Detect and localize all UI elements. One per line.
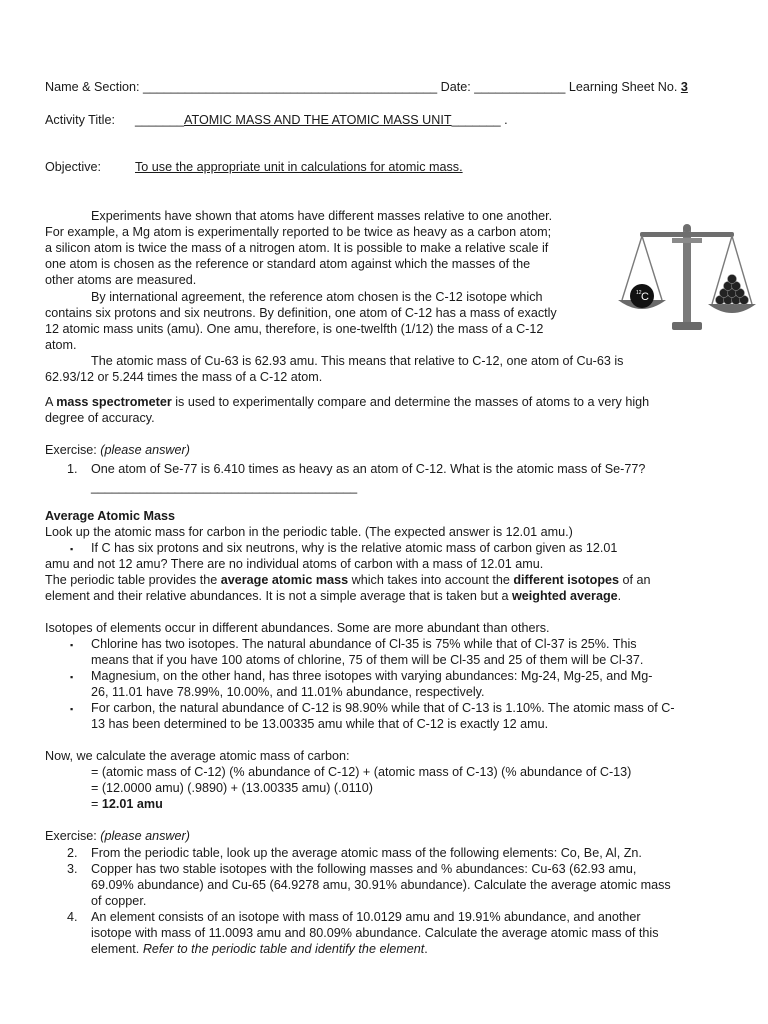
carbon-label: C [641, 291, 649, 303]
q4-line: An element consists of an isotope with mass of 10.0129 amu and 19.91% abundance, and another [91, 910, 641, 924]
intro-p1-line: one atom is chosen as the reference or standard atom against which the masses of the [45, 257, 531, 271]
q4-last-line [91, 941, 428, 957]
q3-line: Copper has two stable isotopes with the following masses and % abundances: Cu-63 (62.93 amu, [91, 862, 637, 876]
pt2-pre: element and their relative abundances. It is not a simple average that is taken but a [45, 589, 512, 603]
activity-title-text: ATOMIC MASS AND THE ATOMIC MASS UNIT [184, 113, 452, 127]
mass-spec-term: mass spectrometer [56, 395, 172, 409]
header-line [45, 79, 688, 95]
q3-number: 3. [67, 862, 78, 876]
average-bullet1-a: If C has six protons and six neutrons, why is the relative atomic mass of carbon given as 12.01 [91, 541, 618, 555]
q4-last-pre: element. [91, 942, 143, 956]
name-label: Name & Section: [45, 80, 143, 94]
q2-number: 2. [67, 846, 78, 860]
calc-result: 12.01 amu [101, 797, 163, 811]
periodic-table-line1 [45, 572, 651, 588]
q1-number: 1. [67, 462, 78, 476]
calc-intro: Now, we calculate the average atomic mass of carbon: [45, 749, 350, 763]
exercise2-heading [45, 828, 190, 844]
intro-p2-line: contains six protons and six neutrons. By definition, one atom of C-12 has a mass of exactly [45, 306, 557, 320]
bullet-mark: ▪ [70, 544, 74, 554]
intro-p3-line: 62.93/12 or 5.244 times the mass of a C-12 atom. [45, 370, 323, 384]
intro-p2-line: By international agreement, the reference atom chosen is the C-12 isotope which [91, 290, 543, 304]
pt-pre: The periodic table provides the [45, 573, 221, 587]
intro-p1-line: a silicon atom is twice the mass of a nitrogen atom. It is possible to make a relative scale if [45, 241, 549, 255]
activity-underline-pre: _______ [135, 113, 185, 127]
chlorine-line: Chlorine has two isotopes. The natural abundance of Cl-35 is 75% while that of Cl-37 is 25%. This [91, 637, 637, 651]
intro-p2-line: atom. [45, 338, 77, 352]
intro-p1-line: Experiments have shown that atoms have different masses relative to one another. [91, 209, 553, 223]
magnesium-line: 26, 11.01 have 78.99%, 10.00%, and 11.01% abundance, respectively. [91, 685, 485, 699]
isotopes-intro: Isotopes of elements occur in different abundances. Some are more abundant than others. [45, 621, 550, 635]
average-heading: Average Atomic Mass [45, 509, 175, 523]
bullet-mark: ▪ [70, 672, 74, 682]
pt2-post: . [617, 589, 622, 603]
bullet-mark: ▪ [70, 704, 74, 714]
exercise1-label: Exercise: [45, 443, 101, 457]
calc-equals: = [91, 797, 102, 811]
intro-p2-line: 12 atomic mass units (amu). One amu, therefore, is one-twelfth (1/12) the mass of a C-12 [45, 322, 544, 336]
magnesium-line: Magnesium, on the other hand, has three isotopes with varying abundances: Mg-24, Mg-25, and Mg- [91, 669, 653, 683]
q3-line: of copper. [91, 894, 147, 908]
bullet-mark: ▪ [70, 640, 74, 650]
mass-spec-post: is used to experimentally compare and determine the masses of atoms to a very high [171, 395, 650, 409]
activity-title-line [45, 112, 115, 128]
calc-line1: = (atomic mass of C-12) (% abundance of C-12) + (atomic mass of C-13) (% abundance of C-13) [91, 765, 632, 779]
average-line1: Look up the atomic mass for carbon in the periodic table. (The expected answer is 12.01 amu.) [45, 525, 573, 539]
activity-title [135, 112, 508, 128]
activity-underline-post: _______ . [451, 113, 508, 127]
calc-line2: = (12.0000 amu) (.9890) + (13.00335 amu) (.0110) [91, 781, 373, 795]
carbon-line: 13 has been determined to be 13.00335 amu while that of C-12 is exactly 12 amu. [91, 717, 549, 731]
q4-line: isotope with mass of 11.0093 amu and 80.09% abundance. Calculate the average atomic mass of this [91, 926, 659, 940]
q4-instruction: Refer to the periodic table and identify the element [142, 942, 425, 956]
q3-line: 69.09% abundance) and Cu-65 (64.9278 amu, 30.91% abundance). Calculate the average atomic mass [91, 878, 671, 892]
calc-line3 [91, 796, 163, 812]
sheet-number: 3 [680, 80, 688, 94]
intro-p1-line: other atoms are measured. [45, 273, 197, 287]
pt-term-isotopes: different isotopes [513, 573, 620, 587]
exercise2-hint: (please answer) [100, 829, 190, 843]
pt-post: of an [619, 573, 651, 587]
objective-text: To use the appropriate unit in calculations for atomic mass. [135, 160, 463, 174]
q4-number: 4. [67, 910, 78, 924]
balance-scale-icon [612, 224, 762, 336]
activity-label: Activity Title: [45, 113, 115, 127]
date-field[interactable]: _____________ [474, 80, 566, 94]
carbon-superscript: 12 [636, 290, 642, 296]
pt-term-average: average atomic mass [220, 573, 349, 587]
q1-answer-field[interactable]: ______________________________________ [91, 480, 358, 494]
date-label: Date: [437, 80, 475, 94]
mass-spec-line2: degree of accuracy. [45, 411, 155, 425]
q1-text: One atom of Se-77 is 6.410 times as heavy as an atom of C-12. What is the atomic mass of Se-77? [91, 462, 646, 476]
q2-text: From the periodic table, look up the average atomic mass of the following elements: Co, Be, Al, Zn. [91, 846, 642, 860]
objective-label: Objective: [45, 160, 101, 174]
sheet-label: Learning Sheet No. [565, 80, 681, 94]
exercise1-hint: (please answer) [100, 443, 190, 457]
average-bullet1-b: amu and not 12 amu? There are no individual atoms of carbon with a mass of 12.01 amu. [45, 557, 544, 571]
exercise1-heading [45, 442, 190, 458]
intro-p1-line: For example, a Mg atom is experimentally reported to be twice as heavy as a carbon atom; [45, 225, 552, 239]
intro-p3-line: The atomic mass of Cu-63 is 62.93 amu. This means that relative to C-12, one atom of Cu-63 is [91, 354, 624, 368]
q4-last-post: . [424, 942, 428, 956]
exercise2-label: Exercise: [45, 829, 101, 843]
mass-spec-line [45, 394, 649, 410]
name-field[interactable]: __________________________________________ [143, 80, 438, 94]
mass-spec-pre: A [45, 395, 57, 409]
pt-mid: which takes into account the [348, 573, 514, 587]
carbon-line: For carbon, the natural abundance of C-12 is 98.90% while that of C-13 is 1.10%. The atomic mass of C- [91, 701, 675, 715]
periodic-table-line2 [45, 588, 621, 604]
pt-term-weighted: weighted average [511, 589, 618, 603]
chlorine-line: means that if you have 100 atoms of chlorine, 75 of them will be Cl-35 and 25 of them will be Cl-37. [91, 653, 644, 667]
